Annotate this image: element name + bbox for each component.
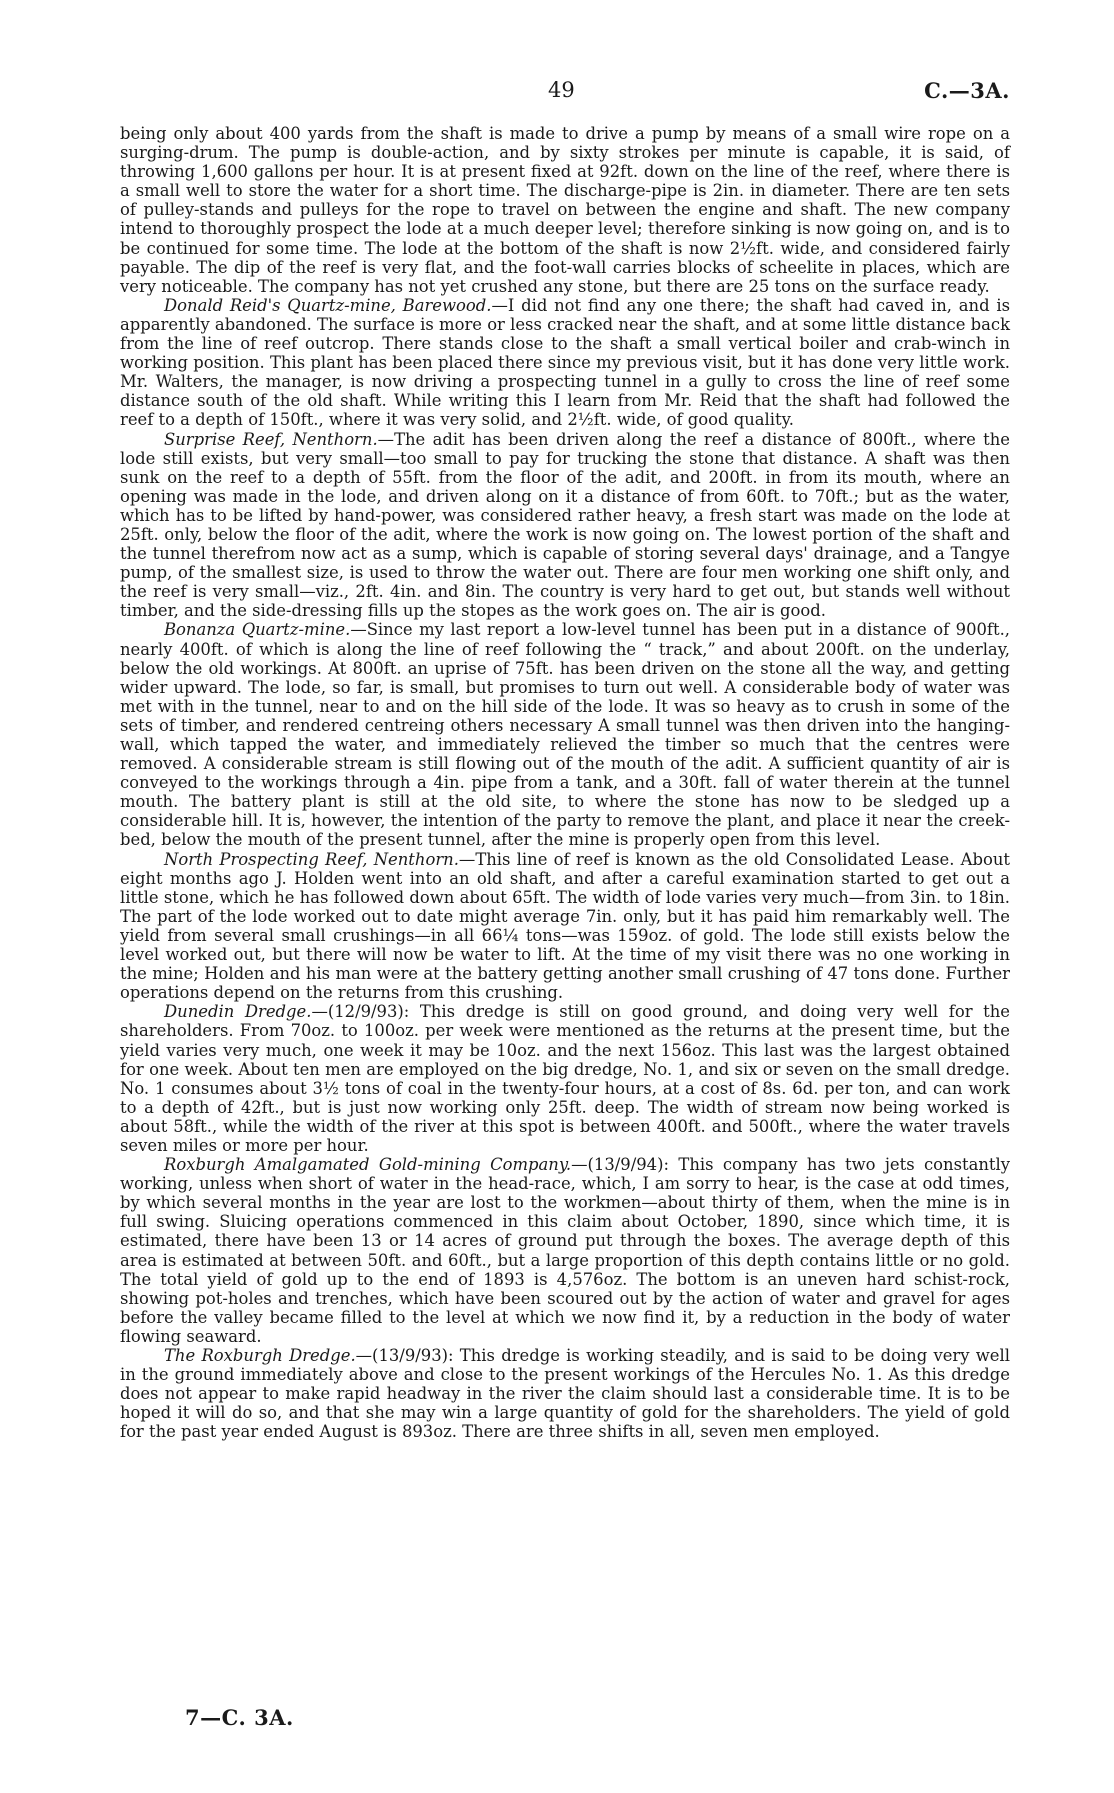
page-header — [120, 78, 1010, 108]
paragraph — [120, 124, 1010, 296]
paragraph-text: —I did not find any one there; the shaft had caved in, and is apparently abandoned. The surface is more or less cracked near the shaft, and at some little distance back from the line of reef outcrop. There stands close to the shaft a small vertical boiler and crab-winch in working position. This plant has been placed there since my previous visit, but it has done very little work. Mr. Walters, the manager, is now driving a prospecting tunnel in a gully to cross the line of reef some distance south of the old shaft. While writing this I learn from Mr. Reid that the shaft had followed the reef to a depth of 150ft., where it was very solid, and 2½ft. wide, of good quality. — [120, 295, 1011, 430]
paragraph-title: Donald Reid's Quartz-mine, Barewood. — [164, 295, 492, 315]
paragraph-title: The Roxburgh Dredge. — [164, 1346, 356, 1365]
signature-code: 7—C. 3A. — [185, 1705, 294, 1730]
paragraph — [120, 1346, 1010, 1441]
paragraph-title: Bonanza Quartz-mine. — [164, 620, 351, 640]
paragraph-text: —(13/9/94): This company has two jets constantly working, unless when short of water in the head-race, which, I am sorry to hear, is the case at odd times, by which several months in the year are lost to the workmen—about thirty of them, when the mine is in full swing. Sluicing operations commenced in this claim about October, 1890, since which time, it is estimated, there have been 13 or 14 acres of ground put through the boxes. The average depth of this area is estimated at between 50ft. and 60ft., but a large proportion of this depth contains little or no gold. The total yield of gold up to the end of 1893 is 4,576oz. The bottom is an uneven hard schist-rock, showing pot-holes and trenches, which have been scoured out by the action of water and gravel for ages before the valley became filled to the level at which we now find it, by a reduction in the body of water flowing seaward. — [120, 1155, 1010, 1346]
paragraph — [120, 620, 1010, 849]
paragraph — [120, 850, 1010, 1003]
paragraph-text: —(12/9/93): This dredge is still on good ground, and doing very well for the shareholders. From 70oz. to 100oz. per week were mentioned as the returns at the present time, but the yield varies very much, one week it may be 10oz. and the next 156oz. This last was the largest obtained for one week. About ten men are employed on the big dredge, No. 1, and six or seven on the small dredge. No. 1 consumes about 3½ tons of coal in the twenty-four hours, at a cost of 8s. 6d. per ton, and can work to a depth of 42ft., but is just now working only 25ft. deep. The width of stream now being worked is about 58ft., while the width of the river at this spot is between 400ft. and 500ft., where the water travels seven miles or more per hour. — [120, 1002, 1011, 1155]
paragraph-title: North Prospecting Reef, Nenthorn. — [164, 849, 459, 869]
paragraph-text: —This line of reef is known as the old Consolidated Lease. About eight months ago J. Holden went into an old shaft, and after a careful examination started to get out a little stone, which he has followed down about 65ft. The width of lode varies very much—from 3in. to 18in. The part of the lode worked out to date might average 7in. only, but it has paid him remarkably well. The yield from several small crushings—in all 66¼ tons—was 159oz. of gold. The lode still exists below the level worked out, but there will now be water to lift. At the time of my visit there was no one working in the mine; Holden and his man were at the battery getting another small crushing of 47 tons done. Further operations depend on the returns from this crushing. — [120, 849, 1010, 1003]
report-body — [120, 124, 1010, 1441]
paragraph-text: —The adit has been driven along the reef a distance of 800ft., where the lode still exists, but very small—too small to pay for trucking the stone that distance. A shaft was then sunk on the reef to a depth of 55ft. from the floor of the adit, and 200ft. in from its mouth, where an opening was made in the lode, and driven along on it a distance of from 60ft. to 70ft.; but as the water, which has to be lifted by hand-power, was considered rather heavy, a fresh start was made on the lode at 25ft. only, below the floor of the adit, where the work is now going on. The lowest portion of the shaft and the tunnel therefrom now act as a sump, which is capable of storing several days' drainage, and a Tangye pump, of the smallest size, is used to throw the water out. There are four men working one shift only, and the reef is very small—viz., 2ft. 4in. and 8in. The country is very hard to get out, but stands well without timber, and the side-dressing fills up the stopes as the work goes on. The air is good. — [120, 429, 1011, 621]
paragraph-text: —(13/9/93): This dredge is working steadily, and is said to be doing very well in the ground immediately above and close to the present workings of the Hercules No. 1. As this dredge does not appear to make rapid headway in the river the claim should last a considerable time. It is to be hoped it will do so, and that she may win a large quantity of gold for the shareholders. The yield of gold for the past year ended August is 893oz. There are three shifts in all, seven men employed. — [120, 1346, 1010, 1442]
paragraph-text: being only about 400 yards from the shaft is made to drive a pump by means of a small wire rope on a surging-drum. The pump is double-action, and by sixty strokes per minute is capable, it is said, of throwing 1,600 gallons per hour. It is at present fixed at 92ft. down on the line of the reef, where there is a small well to store the water for a short time. The discharge-pipe is 2in. in diameter. There are ten sets of pulley-stands and pulleys for the rope to travel on between the engine and shaft. The new company intend to thoroughly prospect the lode at a much deeper level; therefore sinking is now going on, and is to be continued for some time. The lode at the bottom of the shaft is now 2½ft. wide, and considered fairly payable. The dip of the reef is very flat, and the foot-wall carries blocks of scheelite in places, which are very noticeable. The company has not yet crushed any stone, but there are 25 tons on the surface ready. — [120, 124, 1010, 296]
series-code: C.—3A. — [924, 78, 1010, 103]
paragraph-title: Dunedin Dredge. — [164, 1002, 312, 1022]
paragraph-title: Roxburgh Amalgamated Gold-mining Company. — [164, 1155, 572, 1175]
paragraph — [120, 1002, 1010, 1155]
paragraph — [120, 296, 1010, 430]
page-number: 49 — [548, 78, 575, 102]
paragraph-text: —Since my last report a low-level tunnel has been put in a distance of 900ft., nearly 400ft. of which is along the line of reef following the “ track,” and about 200ft. on the underlay, below the old workings. At 800ft. an uprise of 75ft. has been driven on the stone all the way, and getting wider upward. The lode, so far, is small, but promises to turn out well. A considerable body of water was met with in the tunnel, near to and on the hill side of the lode. It was so heavy as to crush in some of the sets of timber, and rendered centreing others necessary A small tunnel was then driven into the hanging-wall, which tapped the water, and immediately relieved the timber so much that the centres were removed. A considerable stream is still flowing out of the mouth of the adit. A sufficient quantity of air is conveyed to the workings through a 4in. pipe from a tank, and a 30ft. fall of water therein at the tunnel mouth. The battery plant is still at the old site, to where the stone has now to be sledged up a considerable hill. It is, however, the intention of the party to remove the plant, and place it near the creek-bed, below the mouth of the present tunnel, after the mine is properly open from this level. — [120, 620, 1010, 850]
paragraph — [120, 430, 1010, 621]
paragraph-title: Surprise Reef, Nenthorn. — [164, 429, 378, 449]
paragraph — [120, 1155, 1010, 1346]
